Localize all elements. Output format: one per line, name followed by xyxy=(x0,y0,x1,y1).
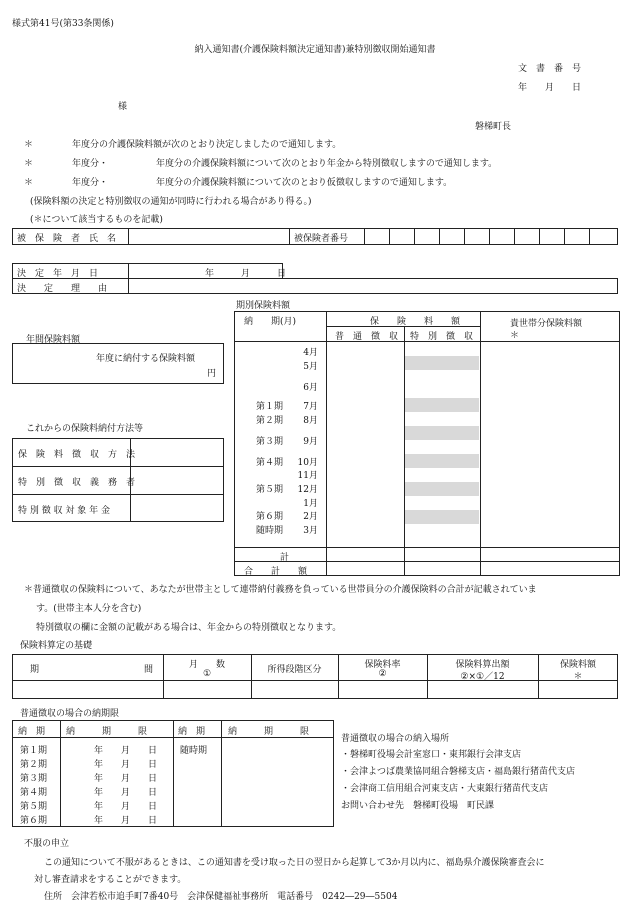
objection-title: 不服の申立 xyxy=(24,839,70,849)
basis-calc-formula: ②×①／12 xyxy=(460,672,505,682)
deadlines-section-title: 普通徴収の場合の納期限 xyxy=(20,709,120,719)
payment-place-item: ・磐梯町役場会計室窓口・東邦銀行会津支店 xyxy=(341,750,522,760)
payment-place-item: ・会津よつば農業協同組合磐梯支店・福島銀行猪苗代支店 xyxy=(341,767,576,777)
insured-number-label: 被保険者番号 xyxy=(294,234,349,244)
period-term: 第５期 xyxy=(256,485,284,495)
document-number-label: 文 書 番 号 xyxy=(518,64,582,74)
method-row-label: 特 別 徴 収 義 務 者 xyxy=(18,478,136,488)
issuer-name: 磐梯町長 xyxy=(475,122,512,132)
basis-grade: 所得段階区分 xyxy=(267,665,322,675)
footnote-household-cont: す。(世帯主本人分を含む) xyxy=(36,604,142,614)
deadline-extra-term: 随時期 xyxy=(180,746,208,756)
deadline-term: 第３期 xyxy=(20,774,48,784)
period-month: 9月 xyxy=(303,437,318,447)
period-month: 11月 xyxy=(297,471,318,481)
col-normal-header: 普 通 徴 収 xyxy=(335,332,399,342)
method-row-label: 保 険 料 徴 収 方 法 xyxy=(18,450,136,460)
period-month: 5月 xyxy=(303,362,318,372)
deadline-date: 年 月 日 xyxy=(94,788,158,798)
basis-calc: 保険料算出額 xyxy=(455,660,510,670)
col-household-mark: ＊ xyxy=(510,331,520,341)
period-month: 3月 xyxy=(303,526,318,536)
notice-prefix: 年度分・ xyxy=(72,159,109,169)
payment-place-item: ・会津商工信用組合河東支店・大東銀行猪苗代支店 xyxy=(341,784,549,794)
annual-section-title: 年間保険料額 xyxy=(26,335,81,345)
objection-text-cont: 対し審査請求をすることができます。 xyxy=(34,875,187,885)
deadline-date: 年 月 日 xyxy=(94,802,158,812)
subtotal-label: 計 xyxy=(280,553,290,563)
col-special-header: 特 別 徴 収 xyxy=(410,332,474,342)
period-term: 第２期 xyxy=(256,416,284,426)
form-number: 様式第41号(第33条関係) xyxy=(12,19,114,29)
total-label: 合 計 額 xyxy=(244,567,308,577)
period-month: 4月 xyxy=(303,348,318,358)
deadline-date: 年 月 日 xyxy=(94,760,158,770)
deadline-term: 第１期 xyxy=(20,746,48,756)
basis-months: 月 数 xyxy=(188,660,225,670)
period-term: 随時期 xyxy=(256,526,284,536)
period-month: 6月 xyxy=(303,383,318,393)
footnote-special: 特別徴収の欄に金額の記載がある場合は、年金からの特別徴収となります。 xyxy=(36,623,342,633)
notice-mark: ＊ xyxy=(24,140,34,150)
basis-period-b: 間 xyxy=(144,665,154,675)
deadline-term: 第５期 xyxy=(20,802,48,812)
deadlines-term-header: 納 期 xyxy=(18,727,46,737)
deadlines-term-header: 納 期 xyxy=(178,727,206,737)
period-month: 2月 xyxy=(303,512,318,522)
col-period-header: 納 期(月) xyxy=(244,317,297,327)
deadlines-date-header: 納 期 限 xyxy=(66,727,148,737)
basis-amount: 保険料額 xyxy=(559,660,596,670)
period-term: 第６期 xyxy=(256,512,284,522)
inquiry-contact: お問い合わせ先 磐梯町役場 町民課 xyxy=(341,801,495,811)
notice-prefix: 年度分・ xyxy=(72,178,109,188)
basis-period-a: 期 xyxy=(30,665,40,675)
deadline-term: 第２期 xyxy=(20,760,48,770)
method-section-title: これからの保険料納付方法等 xyxy=(26,424,144,434)
notice-mark: ＊ xyxy=(24,159,34,169)
deadlines-date-header: 納 期 限 xyxy=(228,727,310,737)
deadline-date: 年 月 日 xyxy=(94,746,158,756)
note-simultaneous: (保険料額の決定と特別徴収の通知が同時に行われる場合があり得る。) xyxy=(30,197,312,207)
objection-address: 住所 会津若松市追手町7番40号 会津保健福祉事務所 電話番号 0242―29―5504 xyxy=(44,892,398,902)
decision-date-label: 決 定 年 月 日 xyxy=(17,269,99,279)
page-title: 納入通知書(介護保険料額決定通知書)兼特別徴収開始通知書 xyxy=(194,45,436,55)
notice-text: 年度分の介護保険料額が次のとおり決定しましたので通知します。 xyxy=(72,140,342,150)
insured-name-label: 被 保 険 者 氏 名 xyxy=(17,234,117,244)
addressee-suffix: 様 xyxy=(118,102,128,112)
notice-text: 年度分の介護保険料額について次のとおり年金から特別徴収しますので通知します。 xyxy=(156,159,498,169)
period-month: 1月 xyxy=(303,499,318,509)
notice-mark: ＊ xyxy=(24,178,34,188)
issue-date: 年 月 日 xyxy=(518,83,582,93)
period-term: 第４期 xyxy=(256,458,284,468)
annual-premium-label: 年度に納付する保険料額 xyxy=(96,354,196,364)
annual-premium-unit: 円 xyxy=(207,369,217,379)
method-row-label: 特 別 徴 収 対 象 年 金 xyxy=(18,506,111,516)
basis-rate: 保険料率 xyxy=(364,660,401,670)
col-premium-header: 保 険 料 額 xyxy=(370,317,461,327)
period-month: 12月 xyxy=(297,485,318,495)
decision-reason-label: 決 定 理 由 xyxy=(17,284,108,294)
deadline-term: 第４期 xyxy=(20,788,48,798)
period-month: 8月 xyxy=(303,416,318,426)
periodic-section-title: 期別保険料額 xyxy=(236,301,291,311)
footnote-household: ＊普通徴収の保険料について、あなたが世帯主として連帯納付義務を負っている世帯員分の介護保険料の合計が記載されていま xyxy=(24,585,537,595)
basis-rate-mark: ② xyxy=(378,669,387,679)
deadline-term: 第６期 xyxy=(20,816,48,826)
period-term: 第３期 xyxy=(256,437,284,447)
decision-date-value: 年 月 日 xyxy=(205,269,287,279)
basis-section-title: 保険料算定の基礎 xyxy=(20,641,93,651)
note-asterisk: (＊について該当するものを記載) xyxy=(30,215,163,225)
period-term: 第１期 xyxy=(256,402,284,412)
period-month: 10月 xyxy=(297,458,318,468)
col-household-header: 貴世帯分保険料額 xyxy=(510,319,583,329)
basis-amount-mark: ＊ xyxy=(573,672,583,682)
deadline-date: 年 月 日 xyxy=(94,774,158,784)
basis-months-mark: ① xyxy=(202,669,212,679)
period-month: 7月 xyxy=(303,402,318,412)
notice-text: 年度分の介護保険料額について次のとおり仮徴収しますので通知します。 xyxy=(156,178,453,188)
deadline-date: 年 月 日 xyxy=(94,816,158,826)
payment-places-title: 普通徴収の場合の納入場所 xyxy=(341,734,450,744)
objection-text: この通知について不服があるときは、この通知書を受け取った日の翌日から起算して3か月以内に、福島県介護保険審査会に xyxy=(44,858,545,868)
